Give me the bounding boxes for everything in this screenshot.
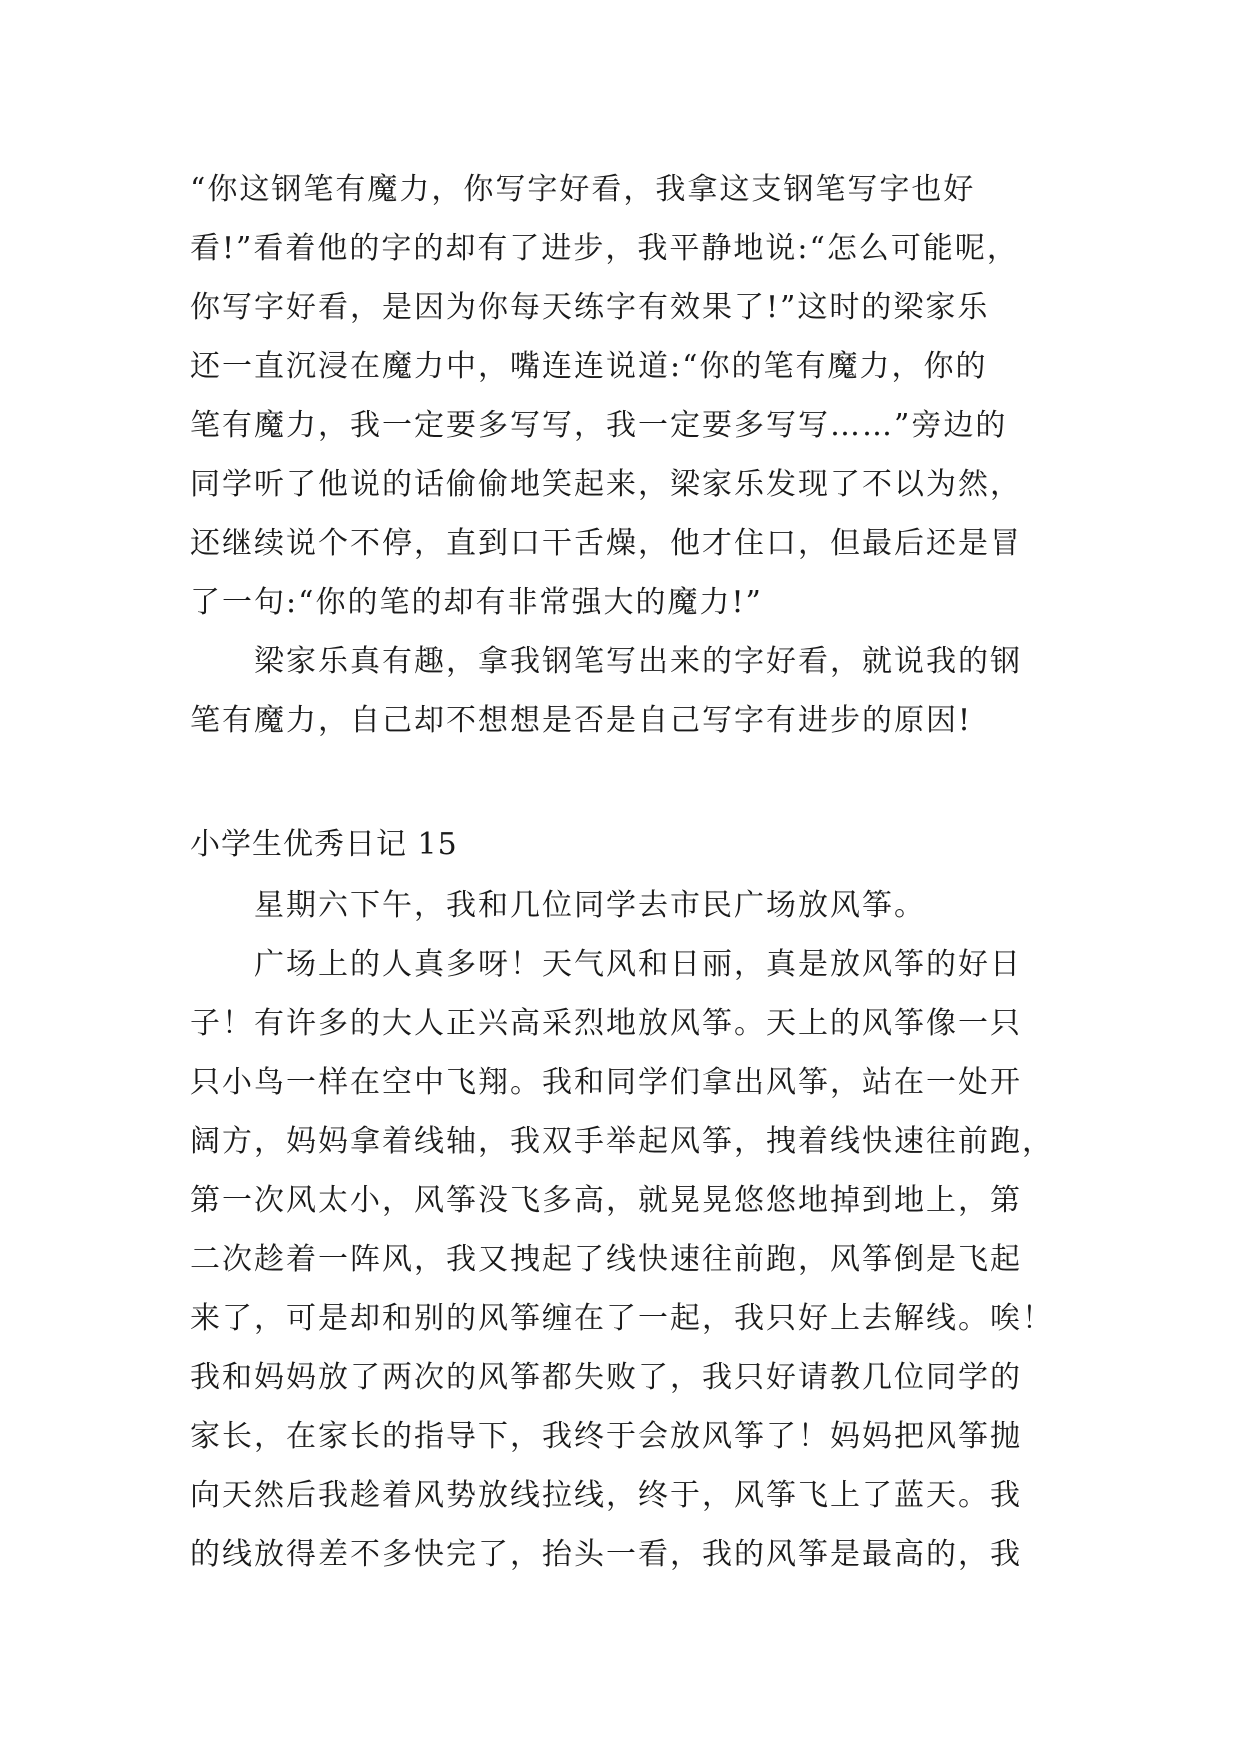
text-line: 的线放得差不多快完了，抬头一看，我的风筝是最高的，我 [190,1537,1022,1572]
text-line: 看!”看着他的字的却有了进步，我平静地说:“怎么可能呢， [190,231,1019,266]
text-line: 同学听了他说的话偷偷地笑起来，梁家乐发现了不以为然， [190,467,1022,502]
text-line: 笔有魔力，我一定要多写写，我一定要多写写……”旁边的 [190,408,1008,443]
text-line: 还继续说个不停，直到口干舌燥，他才住口，但最后还是冒 [190,526,1022,561]
text-line: 阔方，妈妈拿着线轴，我双手举起风筝，拽着线快速往前跑， [190,1124,1054,1159]
text-line: 只小鸟一样在空中飞翔。我和同学们拿出风筝，站在一处开 [190,1065,1022,1100]
paragraph-conclusion [190,632,1060,750]
section-heading: 小学生优秀日记 15 [190,827,458,862]
text-line: 星期六下午，我和几位同学去市民广场放风筝。 [254,888,926,923]
text-line: 梁家乐真有趣，拿我钢笔写出来的字好看，就说我的钢 [254,644,1022,679]
paragraph-dialogue [190,160,1060,632]
text-line: 我和妈妈放了两次的风筝都失败了，我只好请教几位同学的 [190,1360,1022,1395]
text-line: 广场上的人真多呀！天气风和日丽，真是放风筝的好日 [254,947,1022,982]
text-line: 第一次风太小，风筝没飞多高，就晃晃悠悠地掉到地上，第 [190,1183,1022,1218]
text-line: 你写字好看，是因为你每天练字有效果了!”这时的梁家乐 [190,290,990,325]
text-line: 子！有许多的大人正兴高采烈地放风筝。天上的风筝像一只 [190,1006,1022,1041]
section-spacer [190,750,1060,814]
document-page [190,160,1060,1584]
text-line: 了一句:“你的笔的却有非常强大的魔力!” [190,585,763,620]
paragraph-kite-story [190,935,1060,1584]
text-line: 二次趁着一阵风，我又拽起了线快速往前跑，风筝倒是飞起 [190,1242,1022,1277]
text-line: “你这钢笔有魔力，你写字好看，我拿这支钢笔写字也好 [190,172,976,207]
text-line: 还一直沉浸在魔力中，嘴连连说道:“你的笔有魔力，你的 [190,349,988,384]
text-line: 向天然后我趁着风势放线拉线，终于，风筝飞上了蓝天。我 [190,1478,1022,1513]
text-line: 家长，在家长的指导下，我终于会放风筝了！妈妈把风筝抛 [190,1419,1022,1454]
text-line: 笔有魔力，自己却不想想是否是自己写字有进步的原因! [190,703,973,738]
paragraph-intro [190,876,1060,935]
text-line: 来了，可是却和别的风筝缠在了一起，我只好上去解线。唉！ [190,1301,1054,1336]
